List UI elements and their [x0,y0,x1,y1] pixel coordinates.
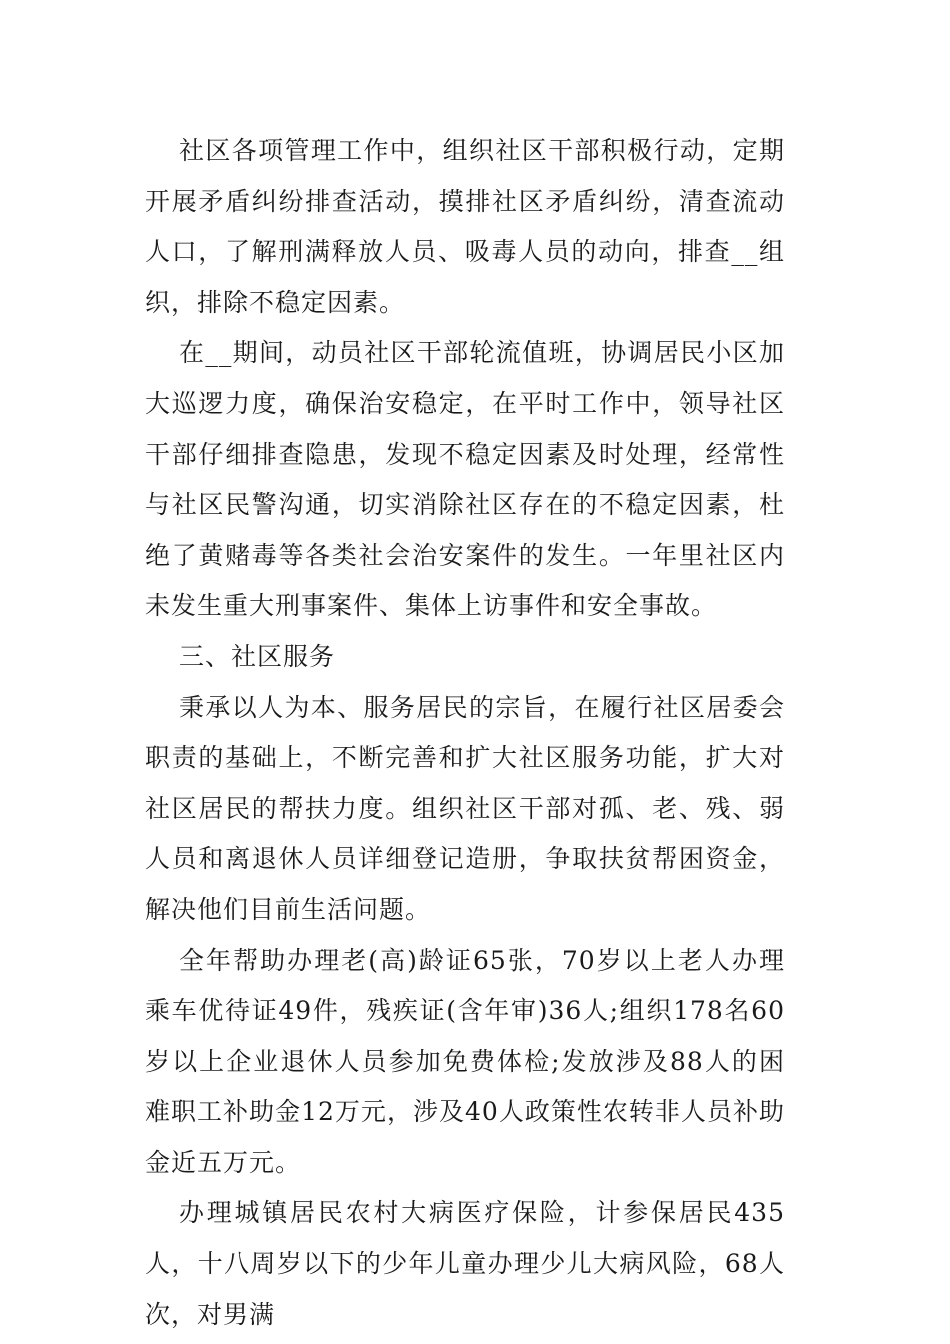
paragraph-conflict-screening: 社区各项管理工作中，组织社区干部积极行动，定期开展矛盾纠纷排查活动，摸排社区矛盾纠纷，清查流动人口，了解刑满释放人员、吸毒人员的动向，排查__组织，排除不稳定因素。 [145,136,785,317]
paragraph-service-purpose: 秉承以人为本、服务居民的宗旨，在履行社区居委会职责的基础上，不断完善和扩大社区服务功能，扩大对社区居民的帮扶力度。组织社区干部对孤、老、残、弱人员和离退休人员详细登记造册，争取扶贫帮困资金，解决他们目前生活问题。 [145,692,785,924]
paragraph-security-duty: 在__期间，动员社区干部轮流值班，协调居民小区加大巡逻力度，确保治安稳定，在平时工作中，领导社区干部仔细排查隐患，发现不稳定因素及时处理，经常性与社区民警沟通，切实消除社区存在的不稳定因素，杜绝了黄赌毒等各类社会治安案件的发生。一年里社区内未发生重大刑事案件、集体上访事件和安全事故。 [145,338,785,621]
document-body [145,126,785,1340]
paragraph-medical-insurance: 办理城镇居民农村大病医疗保险，计参保居民435人，十八周岁以下的少年儿童办理少儿大病风险，68人次，对男满 [145,1198,785,1329]
paragraph-annual-assistance: 全年帮助办理老(高)龄证65张，70岁以上老人办理乘车优待证49件，残疾证(含年审)36人;组织178名60岁以上企业退休人员参加免费体检;发放涉及88人的困难职工补助金12万元，涉及40人政策性农转非人员补助金近五万元。 [145,945,785,1177]
section-heading-community-service: 三、社区服务 [179,641,336,671]
